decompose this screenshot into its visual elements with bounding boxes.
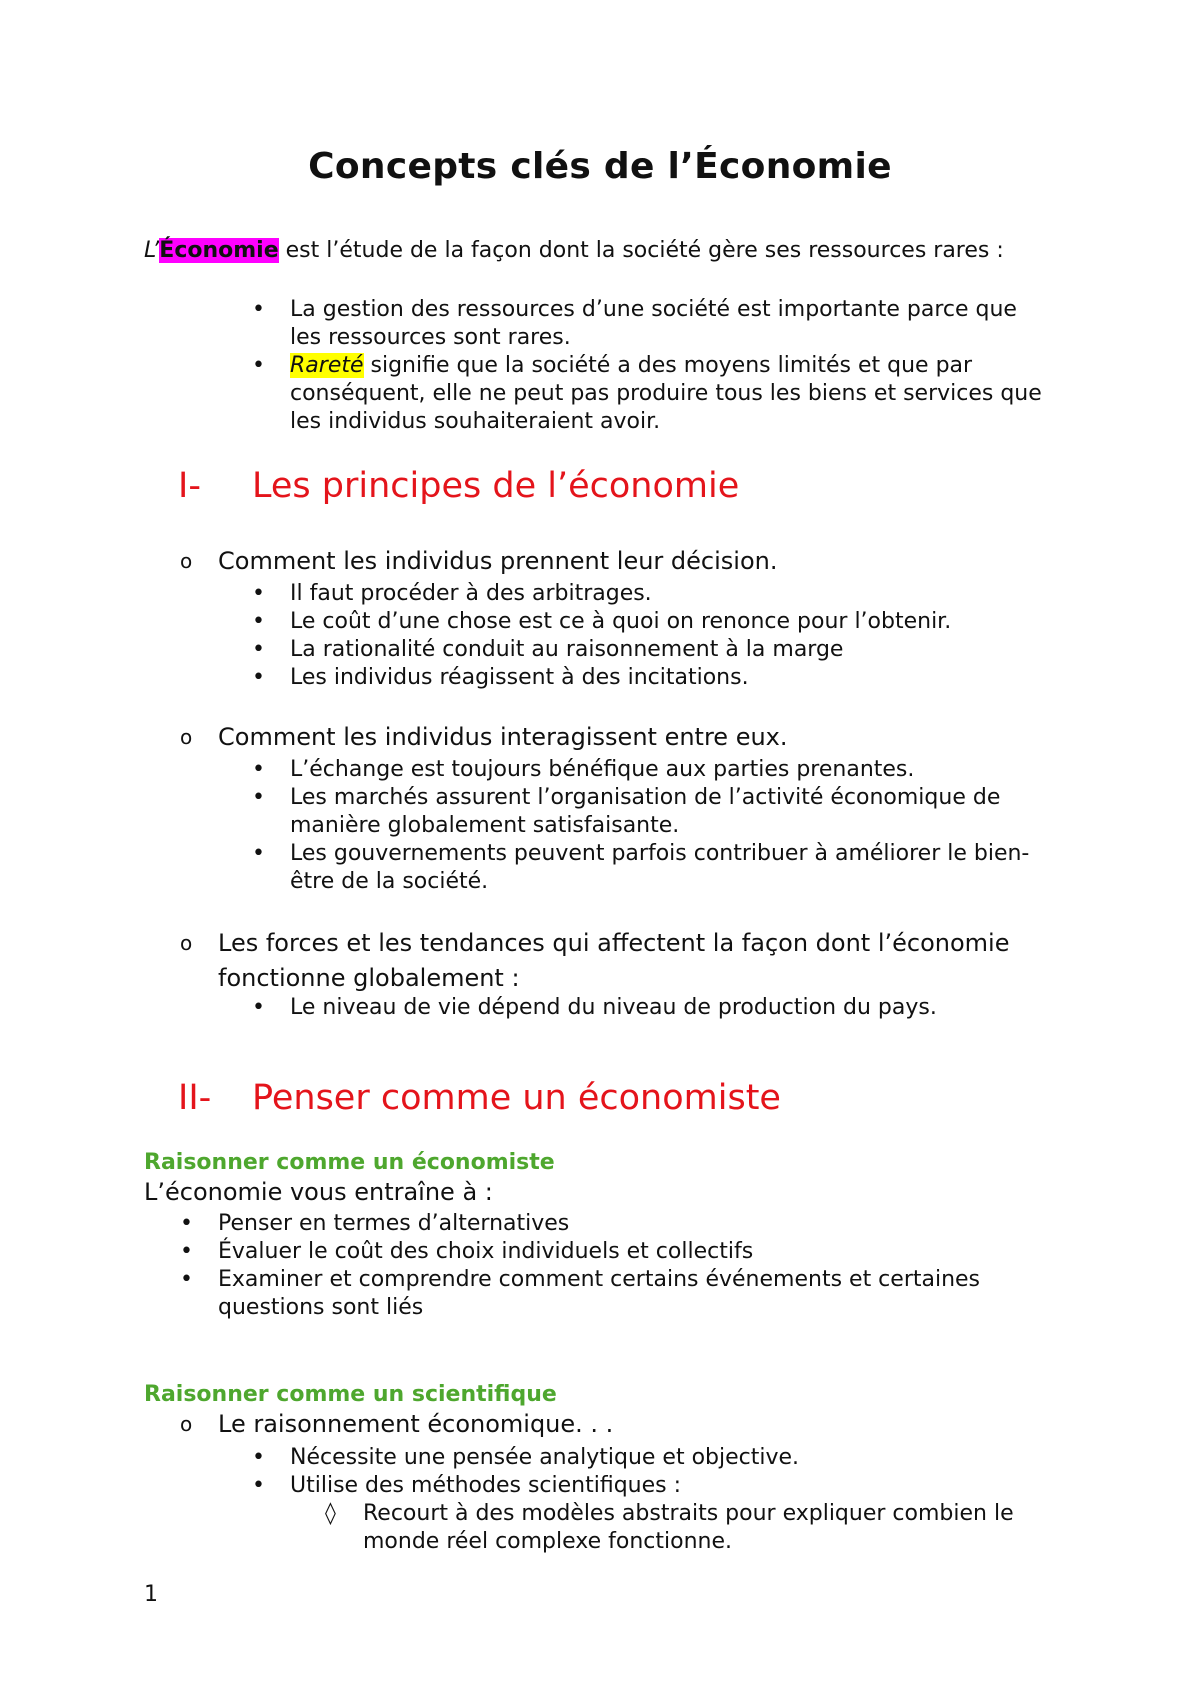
list-item: • Rareté signifie que la société a des moyens limités et que par conséquent, elle ne peut pas produire tous les biens et services que les individus souhaiteraient avoir.	[252, 353, 1042, 434]
subheading-economiste: Raisonner comme un économiste	[144, 1150, 555, 1175]
list-item: • Les marchés assurent l’organisation de l’activité économique de manière globalement satisfaisante.	[252, 785, 1001, 838]
circle-marker: o	[180, 549, 193, 573]
bullet-marker: •	[252, 297, 265, 322]
intro-bullets	[252, 296, 1050, 436]
page-number: 1	[144, 1582, 158, 1607]
subsection-bullets	[252, 580, 1050, 692]
scientifique-subbullets	[325, 1500, 1063, 1556]
diamond-marker: ◊	[325, 1501, 336, 1526]
highlight-rarete: Rareté	[290, 353, 364, 378]
intro-prefix: L’	[144, 238, 160, 263]
scientifique-bullets	[252, 1444, 1050, 1500]
document-title: Concepts clés de l’Économie	[308, 146, 892, 187]
list-item: • La gestion des ressources d’une société est importante parce que les ressources sont rares.	[252, 297, 1017, 350]
subsection-heading: o Comment les individus interagissent entre eux.	[180, 723, 788, 751]
intro-paragraph	[144, 237, 1044, 265]
section-heading-1: I- Les principes de l’économie	[178, 466, 740, 506]
subsection-heading: o Le raisonnement économique. . .	[180, 1410, 614, 1438]
subsection-bullets	[252, 994, 1050, 1022]
subsection-heading: o Les forces et les tendances qui affectent la façon dont l’économie fonctionne globalement :	[180, 926, 1020, 996]
highlight-economie: Économie	[159, 238, 279, 263]
list-item: • Les individus réagissent à des incitations.	[252, 665, 749, 690]
list-item: • Évaluer le coût des choix individuels et collectifs	[180, 1239, 754, 1264]
list-item: • L’échange est toujours bénéfique aux parties prenantes.	[252, 757, 915, 782]
intro-text: est l’étude de la façon dont la société gère ses ressources rares :	[278, 238, 1004, 263]
list-item: • Nécessite une pensée analytique et objective.	[252, 1445, 800, 1470]
subsection-bullets	[252, 756, 1050, 896]
circle-marker: o	[180, 725, 193, 749]
list-item: • La rationalité conduit au raisonnement à la marge	[252, 637, 844, 662]
section-heading-2: II- Penser comme un économiste	[178, 1078, 781, 1118]
list-item: • Penser en termes d’alternatives	[180, 1211, 570, 1236]
list-item: • Examiner et comprendre comment certains événements et certaines questions sont liés	[180, 1267, 981, 1320]
list-item: ◊ Recourt à des modèles abstraits pour expliquer combien le monde réel complexe fonctionne.	[325, 1501, 1014, 1554]
list-item: • Les gouvernements peuvent parfois contribuer à améliorer le bien-être de la société.	[252, 841, 1030, 894]
economiste-bullets	[180, 1210, 1068, 1322]
circle-marker: o	[180, 1412, 193, 1436]
list-item: • Utilise des méthodes scientifiques :	[252, 1473, 682, 1498]
lead-text: L’économie vous entraîne à :	[144, 1178, 493, 1206]
list-item: • Le niveau de vie dépend du niveau de production du pays.	[252, 995, 937, 1020]
subsection-heading: o Comment les individus prennent leur décision.	[180, 547, 778, 575]
bullet-marker: •	[252, 353, 265, 378]
circle-marker: o	[180, 931, 193, 955]
list-item: • Le coût d’une chose est ce à quoi on renonce pour l’obtenir.	[252, 609, 952, 634]
list-item: • Il faut procéder à des arbitrages.	[252, 581, 652, 606]
subheading-scientifique: Raisonner comme un scientifique	[144, 1382, 557, 1407]
